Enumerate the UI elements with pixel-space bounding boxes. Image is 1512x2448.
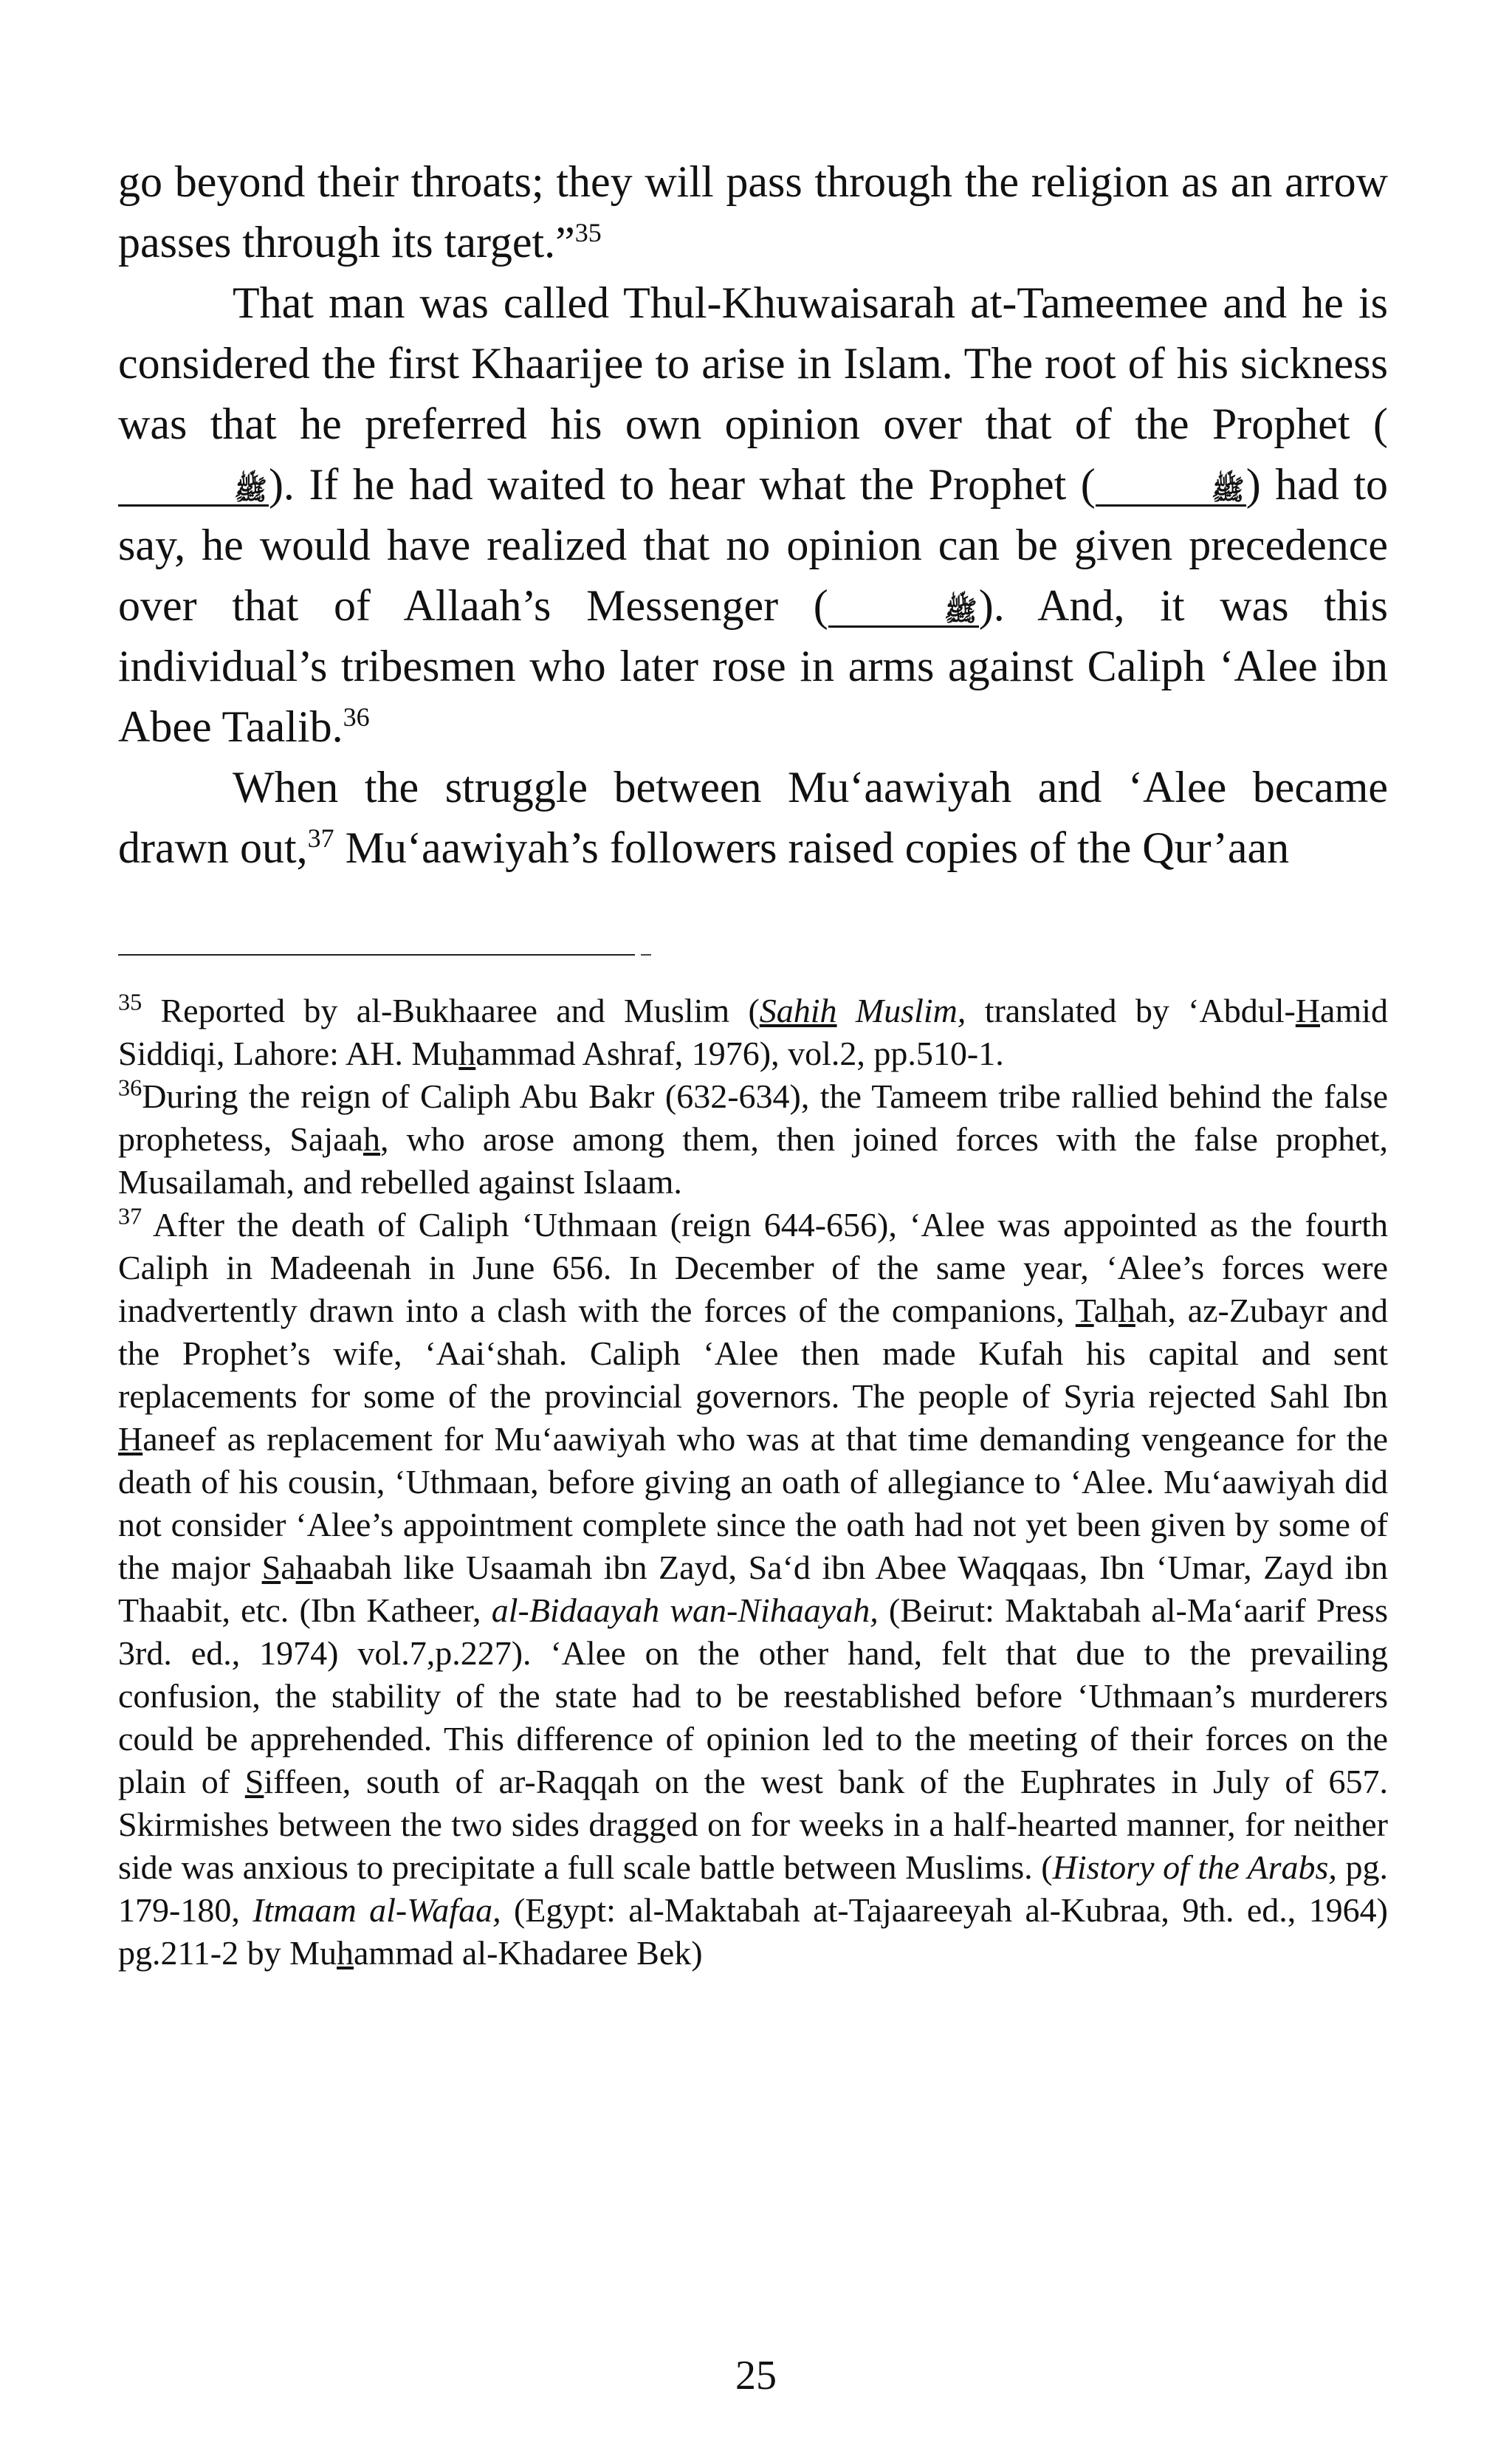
page-number: 25: [735, 2353, 777, 2399]
footnote-divider-tail: [641, 954, 651, 956]
footnote-35: $^{35}$ Reported by al-Bukhaaree and Muslim (Sahih Muslim, translated by ‘Abdul-Hamid Siddiqi, Lahore: AH. Muhammad Ashraf, 1976), vol.2, pp.510-1.: [118, 988, 1389, 1072]
footnotes: [118, 990, 1388, 1975]
honorific-symbol: ﷺ: [828, 598, 979, 628]
footnote-36: $^{36}$During the reign of Caliph Abu Bakr (632-634), the Tameem tribe rallied behind the false prophetess, Sajaah, who arose among them, then joined forces with the false prophet, Musailamah, and rebelled against Islaam.: [118, 1074, 1388, 1201]
footnote-number: 37: [118, 1202, 142, 1230]
footnote-ref-37: 37: [307, 823, 334, 853]
footnote-divider: [118, 954, 635, 956]
paragraph-2: That man was called Thul-Khuwaisarah at-Tameemee and he is considered the first Khaarijee to arise in Islam. The root of his sickness was that he preferred his own opinion over that of the Prophet (ﷺ). If he had waited to hear what the Prophet ( ﷺ) had to say, he would have realized that no opinion can be given precedence over that of Allaah’s Messenger ( ﷺ). And, it was this individual’s tribesmen who later rose in arms against Caliph ‘Alee ibn Abee Taalib.$^{36}$: [118, 278, 1389, 751]
paragraph-3: When the struggle between Mu‘aawiyah and ‘Alee became drawn out,$^{37}$ Mu‘aawiyah’s followers raised copies of the Qur’aan: [118, 763, 1388, 872]
honorific-symbol: ﷺ: [118, 477, 269, 507]
paragraph-1: go beyond their throats; they will pass through the religion as an arrow passes through its target.”$^{35}$: [118, 157, 1388, 267]
honorific-symbol: ﷺ: [1096, 477, 1246, 507]
footnote-ref-36: 36: [343, 702, 370, 732]
main-text: [118, 151, 1388, 878]
footnote-number: 36: [118, 1074, 142, 1101]
footnote-37: $^{37}$ After the death of Caliph ‘Uthmaan (reign 644-656), ‘Alee was appointed as the fourth Caliph in Madeenah in June 656. In December of the same year, ‘Alee’s forces were inadvertently drawn into a clash with the forces of the companions, Talhah, az-Zubayr and the Prophet’s wife, ‘Aai‘shah. Caliph ‘Alee then made Kufah his capital and sent replacements for some of the provincial governors. The people of Syria rejected Sahl Ibn Haneef as replacement for Mu‘aawiyah who was at that time demanding vengeance for the death of his cousin, ‘Uthmaan, before giving an oath of allegiance to ‘Alee. Mu‘aawiyah did not consider ‘Alee’s appointment complete since the oath had not yet been given by some of the major Sahaabah like Usaamah ibn Zayd, Sa‘d ibn Abee Waqqaas, Ibn ‘Umar, Zayd ibn Thaabit, etc. (Ibn Katheer, al-Bidaayah wan-Nihaayah, (Beirut: Maktabah al-Ma‘aarif Press 3rd. ed., 1974) vol.7,p.227). ‘Alee on the other hand, felt that due to the prevailing confusion, the stability of the state had to be reestablished before ‘Uthmaan’s murderers could be apprehended. This difference of opinion led to the meeting of their forces on the plain of Siffeen, south of ar-Raqqah on the west bank of the Euphrates in July of 657. Skirmishes between the two sides dragged on for weeks in a half-hearted manner, for neither side was anxious to precipitate a full scale battle between Muslims. (History of the Arabs, pg. 179-180, Itmaam al-Wafaa, (Egypt: al-Maktabah at-Tajaareeyah al-Kubraa, 9th. ed., 1964) pg.211-2 by Muhammad al-Khadaree Bek): [118, 1202, 1388, 1972]
footnote-ref-35: 35: [574, 218, 602, 247]
footnote-number: 35: [118, 988, 142, 1015]
